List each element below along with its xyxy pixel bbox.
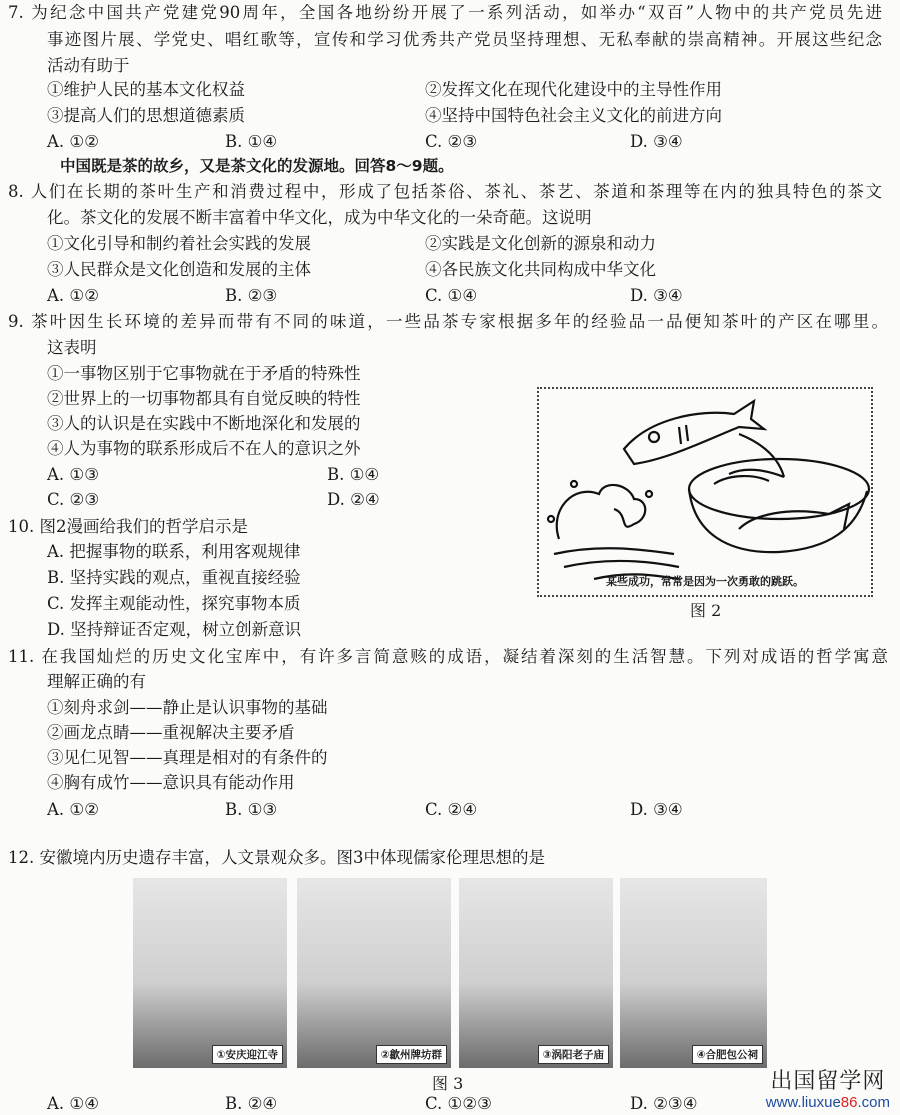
q7-stem-line-2: 事迹图片展、学党史、唱红歌等，宣传和学习优秀共产党员坚持理想、无私奉献的崇高精神。开展这些纪念 xyxy=(47,30,882,49)
q9-stem-line-2: 这表明 xyxy=(47,338,97,357)
q11-stem-line-2: 理解正确的有 xyxy=(47,672,146,691)
q9-item-4: ④人为事物的联系形成后不在人的意识之外 xyxy=(47,439,361,458)
intro-8-9: 中国既是茶的故乡，又是茶文化的发源地。回答8～9题。 xyxy=(60,157,454,175)
q7-choice-a: A. ①② xyxy=(47,132,99,151)
watermark-url-number: 86 xyxy=(840,1094,858,1111)
q9-choice-c: C. ②③ xyxy=(47,490,100,509)
photo-paifang-group xyxy=(297,878,451,1068)
q8-item-4: ④各民族文化共同构成中华文化 xyxy=(425,260,656,279)
q11-choice-a: A. ①② xyxy=(47,800,99,819)
q10-choice-b: B. 坚持实践的观点，重视直接经验 xyxy=(47,568,301,587)
q8-item-3: ③人民群众是文化创造和发展的主体 xyxy=(47,260,311,279)
q9-item-3: ③人的认识是在实践中不断地深化和发展的 xyxy=(47,414,361,433)
q12-choice-d: D. ②③④ xyxy=(630,1094,698,1113)
photo-caption-3: ③涡阳老子庙 xyxy=(538,1045,609,1064)
q9-choice-d: D. ②④ xyxy=(327,490,380,509)
q9-item-1: ①一事物区别于它事物就在于矛盾的特殊性 xyxy=(47,364,361,383)
q12-stem: 12. 安徽境内历史遗存丰富，人文景观众多。图3中体现儒家伦理思想的是 xyxy=(8,848,545,867)
q7-choice-d: D. ③④ xyxy=(630,132,683,151)
q12-choice-b: B. ②④ xyxy=(225,1094,278,1113)
q7-choice-b: B. ①④ xyxy=(225,132,278,151)
q8-choice-c: C. ①④ xyxy=(425,286,478,305)
watermark-url xyxy=(766,1094,890,1112)
q8-choice-d: D. ③④ xyxy=(630,286,683,305)
q11-item-3: ③见仁见智——真理是相对的有条件的 xyxy=(47,748,328,767)
q8-item-2: ②实践是文化创新的源泉和动力 xyxy=(425,234,656,253)
q7-item-3: ③提高人们的思想道德素质 xyxy=(47,106,245,125)
q8-choice-a: A. ①② xyxy=(47,286,99,305)
figure-2-cartoon xyxy=(537,387,873,597)
photo-caption-2: ②歙州牌坊群 xyxy=(376,1045,447,1064)
figure-3-label: 图 3 xyxy=(432,1074,464,1093)
q9-stem-line-1: 9. 茶叶因生长环境的差异而带有不同的味道，一些品茶专家根据多年的经验品一品便知茶叶的产区在哪里。 xyxy=(8,312,888,331)
q8-stem-line-2: 化。茶文化的发展不断丰富着中华文化，成为中华文化的一朵奇葩。这说明 xyxy=(47,208,592,227)
figure-2-caption: 某些成功，常常是因为一次勇敢的跳跃。 xyxy=(606,575,804,588)
q10-choice-a: A. 把握事物的联系，利用客观规律 xyxy=(47,542,301,561)
q7-item-2: ②发挥文化在现代化建设中的主导性作用 xyxy=(425,80,722,99)
q7-stem-line-3: 活动有助于 xyxy=(47,56,130,75)
q7-choice-c: C. ②③ xyxy=(425,132,478,151)
q11-stem-line-1: 11. 在我国灿烂的历史文化宝库中，有许多言简意赅的成语，凝结着深刻的生活智慧。下列对成语的哲学寓意 xyxy=(8,647,888,666)
q10-stem: 10. 图2漫画给我们的哲学启示是 xyxy=(8,517,248,536)
watermark-logo xyxy=(764,1070,892,1112)
figure-2-label: 图 2 xyxy=(690,601,722,620)
q9-item-2: ②世界上的一切事物都具有自觉反映的特性 xyxy=(47,389,361,408)
q8-stem-line-1: 8. 人们在长期的茶叶生产和消费过程中，形成了包括茶俗、茶礼、茶艺、茶道和茶理等在内的独具特色的茶文 xyxy=(8,182,882,201)
photo-baogong-shrine xyxy=(620,878,767,1068)
q12-choice-a: A. ①④ xyxy=(47,1094,99,1113)
photo-caption-4: ④合肥包公祠 xyxy=(692,1045,763,1064)
q12-choice-c: C. ①②③ xyxy=(425,1094,492,1113)
photo-laozi-temple xyxy=(459,878,613,1068)
q9-choice-b: B. ①④ xyxy=(327,465,380,484)
fish-jumping-illustration xyxy=(539,389,871,595)
q8-item-1: ①文化引导和制约着社会实践的发展 xyxy=(47,234,311,253)
q11-item-4: ④胸有成竹——意识具有能动作用 xyxy=(47,773,295,792)
watermark-url-tld: .com xyxy=(857,1094,890,1111)
q11-item-2: ②画龙点睛——重视解决主要矛盾 xyxy=(47,723,295,742)
watermark-title: 出国留学网 xyxy=(770,1069,886,1094)
watermark-url-part: www.liuxue xyxy=(765,1094,841,1111)
q11-choice-d: D. ③④ xyxy=(630,800,683,819)
q11-item-1: ①刻舟求剑——静止是认识事物的基础 xyxy=(47,698,328,717)
q7-stem-line-1: 7. 为纪念中国共产党建党90周年，全国各地纷纷开展了一系列活动，如举办“双百”人物中的共产党员先进 xyxy=(8,3,882,22)
q11-choice-b: B. ①③ xyxy=(225,800,278,819)
q8-choice-b: B. ②③ xyxy=(225,286,278,305)
q7-item-1: ①维护人民的基本文化权益 xyxy=(47,80,245,99)
photo-yingjiang-temple xyxy=(133,878,287,1068)
photo-caption-1: ①安庆迎江寺 xyxy=(212,1045,283,1064)
q7-item-4: ④坚持中国特色社会主义文化的前进方向 xyxy=(425,106,722,125)
q11-choice-c: C. ②④ xyxy=(425,800,478,819)
q10-choice-d: D. 坚持辩证否定观，树立创新意识 xyxy=(47,620,302,639)
q9-choice-a: A. ①③ xyxy=(47,465,99,484)
q10-choice-c: C. 发挥主观能动性，探究事物本质 xyxy=(47,594,301,613)
